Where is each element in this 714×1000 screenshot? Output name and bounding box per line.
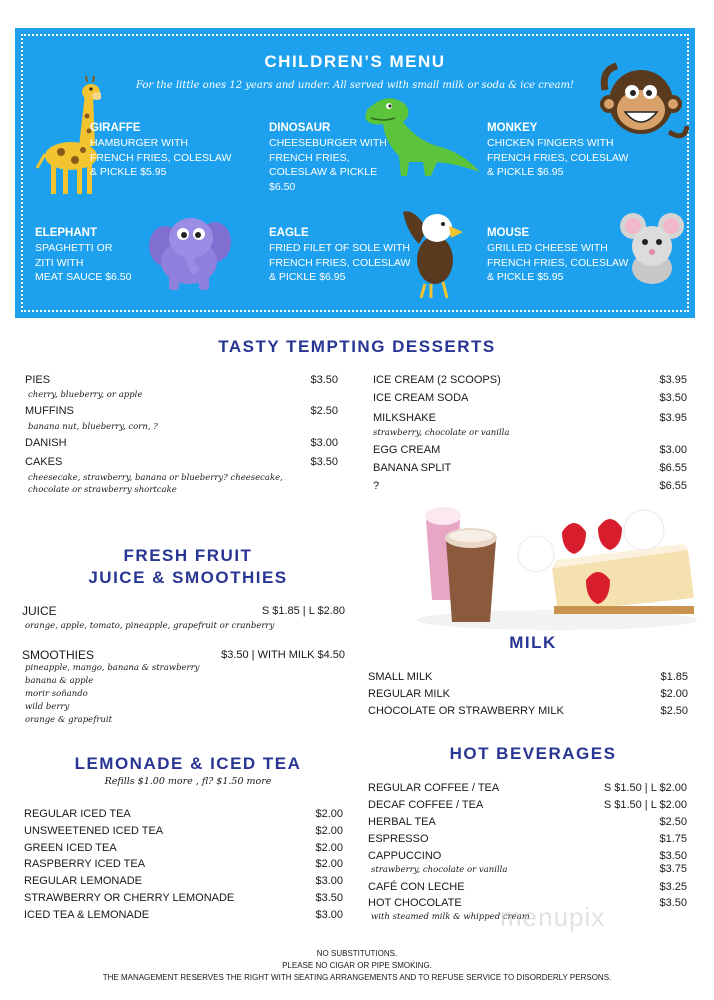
childrens-menu-title: CHILDREN’S MENU <box>264 52 446 71</box>
dessert-unknown-name: ? <box>373 480 380 492</box>
kids-item-name: GIRAFFE <box>90 122 141 134</box>
kids-item-desc: SPAGHETTI OR ZITI WITH MEAT SAUCE $6.50 <box>35 242 132 283</box>
desserts-photo <box>412 500 702 630</box>
juice-title-line2: JUICE & SMOOTHIES <box>88 568 288 587</box>
hot-item-price: $3.50 <box>659 897 687 909</box>
lemonade-item-name: RASPBERRY ICED TEA <box>24 858 146 870</box>
kids-item-desc: GRILLED CHEESE WITH FRENCH FRIES, COLESLAW & PICKLE $5.95 <box>487 242 629 283</box>
hot-item-name: ESPRESSO <box>368 833 429 845</box>
juice-title-line1: FRESH FRUIT <box>123 546 253 565</box>
dessert-cakes-note: cheesecake, strawberry, banana or blueberry? cheesecake, chocolate or strawberry shortcake <box>28 473 283 495</box>
hot-item-name: HERBAL TEA <box>368 816 436 828</box>
lemonade-item-name: ICED TEA & LEMONADE <box>24 909 150 921</box>
kids-item-name: EAGLE <box>269 227 309 239</box>
dessert-eggcream-price: $3.00 <box>659 444 687 456</box>
dessert-milkshake-price: $3.95 <box>659 412 687 424</box>
kids-item-name: MOUSE <box>487 227 530 239</box>
dessert-muffins-note: banana nut, blueberry, corn, ? <box>28 422 158 432</box>
lemonade-item-name: STRAWBERRY OR CHERRY LEMONADE <box>24 892 235 904</box>
lemonade-item-price: $3.50 <box>315 892 343 904</box>
hot-item-name: CAPPUCCINO <box>368 850 442 862</box>
dessert-cakes-name: CAKES <box>25 456 63 468</box>
footer-line-1: NO SUBSTITUTIONS. <box>316 949 398 958</box>
hot-item-price: S $1.50 | L $2.00 <box>603 799 687 811</box>
lemonade-item-price: $2.00 <box>315 808 343 820</box>
lemonade-item-price: $3.00 <box>315 875 343 887</box>
dessert-soda-price: $3.50 <box>659 392 687 404</box>
dessert-icecream-name: ICE CREAM (2 SCOOPS) <box>373 374 501 386</box>
hot-item-price: $3.25 <box>659 881 687 893</box>
smoothies-price: $3.50 | WITH MILK $4.50 <box>221 649 345 661</box>
kids-item-desc: HAMBURGER WITH FRENCH FRIES, COLESLAW & PICKLE $5.95 <box>90 137 232 178</box>
dessert-bananasplit-name: BANANA SPLIT <box>373 462 452 474</box>
cappuccino-note-price: $3.75 <box>659 863 687 875</box>
smoothies-name: SMOOTHIES <box>22 648 95 662</box>
dessert-muffins-price: $2.50 <box>310 405 338 417</box>
dessert-eggcream-name: EGG CREAM <box>373 444 441 456</box>
kids-item-elephant <box>35 225 131 285</box>
hot-item-name: CAFÉ CON LECHE <box>368 881 465 893</box>
kids-item-mouse <box>487 225 628 285</box>
hot-item-name: DECAF COFFEE / TEA <box>368 799 484 811</box>
hot-item-price: $3.50 <box>659 850 687 862</box>
juice-name: JUICE <box>22 604 57 618</box>
milk-item-name: SMALL MILK <box>368 671 433 683</box>
dessert-danish-name: DANISH <box>25 437 67 449</box>
milk-item-price: $1.85 <box>660 671 688 683</box>
lemonade-item-price: $3.00 <box>315 909 343 921</box>
lemonade-item-name: REGULAR LEMONADE <box>24 875 142 887</box>
lemonade-item-price: $2.00 <box>315 858 343 870</box>
dessert-danish-price: $3.00 <box>310 437 338 449</box>
dessert-unknown-price: $6.55 <box>659 480 687 492</box>
hot-item-name: REGULAR COFFEE / TEA <box>368 782 500 794</box>
childrens-menu-subtitle: For the little ones 12 years and under. All served with small milk or soda & ice cream! <box>136 80 574 91</box>
kids-item-dinosaur <box>269 120 387 194</box>
milk-item-name: REGULAR MILK <box>368 688 450 700</box>
juice-note: orange, apple, tomato, pineapple, grapefruit or cranberry <box>25 621 275 631</box>
dessert-icecream-price: $3.95 <box>659 374 687 386</box>
childrens-menu-panel <box>15 28 695 318</box>
hot-item-price: $2.50 <box>659 816 687 828</box>
hot-item-price: $1.75 <box>659 833 687 845</box>
footer-line-3: THE MANAGEMENT RESERVES THE RIGHT WITH SEATING ARRANGEMENTS AND TO REFUSE SERVICE TO DISORDERLY PERSONS. <box>102 973 612 982</box>
kids-item-name: DINOSAUR <box>269 122 331 134</box>
lemonade-item-name: UNSWEETENED ICED TEA <box>24 825 164 837</box>
lemonade-refills: Refills $1.00 more , fl? $1.50 more <box>104 776 272 787</box>
milk-item-price: $2.00 <box>660 688 688 700</box>
elephant-icon <box>147 208 233 292</box>
juice-price: S $1.85 | L $2.80 <box>261 605 345 617</box>
smoothies-notes: pineapple, mango, banana & strawberry banana & apple morir soñando wild berry orange & grapefruit <box>25 663 200 725</box>
kids-item-name: ELEPHANT <box>35 227 97 239</box>
kids-item-desc: CHICKEN FINGERS WITH FRENCH FRIES, COLESLAW & PICKLE $6.95 <box>487 137 629 178</box>
kids-item-eagle <box>269 225 410 285</box>
dessert-muffins-name: MUFFINS <box>25 405 74 417</box>
dessert-pies-price: $3.50 <box>310 374 338 386</box>
lemonade-item-price: $2.00 <box>315 842 343 854</box>
milk-item-name: CHOCOLATE OR STRAWBERRY MILK <box>368 705 564 717</box>
hot-beverages-title: HOT BEVERAGES <box>449 744 617 763</box>
dessert-bananasplit-price: $6.55 <box>659 462 687 474</box>
dessert-cakes-price: $3.50 <box>310 456 338 468</box>
kids-item-desc: CHEESEBURGER WITH FRENCH FRIES, COLESLAW & PICKLE $6.50 <box>269 137 387 193</box>
kids-item-desc: FRIED FILET OF SOLE WITH FRENCH FRIES, COLESLAW & PICKLE $6.95 <box>269 242 411 283</box>
mouse-icon <box>619 210 685 286</box>
dessert-milkshake-name: MILKSHAKE <box>373 412 436 424</box>
milk-title: MILK <box>509 633 557 652</box>
dessert-milkshake-note: strawberry, chocolate or vanilla <box>373 428 510 438</box>
hot-chocolate-note: with steamed milk & whipped cream <box>371 912 530 922</box>
cappuccino-note: strawberry, chocolate or vanilla <box>371 865 508 875</box>
desserts-title: TASTY TEMPTING DESSERTS <box>218 337 496 356</box>
footer-line-2: PLEASE NO CIGAR OR PIPE SMOKING. <box>282 961 432 970</box>
dessert-soda-name: ICE CREAM SODA <box>373 392 469 404</box>
dessert-pies-name: PIES <box>25 374 51 386</box>
milk-item-price: $2.50 <box>660 705 688 717</box>
lemonade-title: LEMONADE & ICED TEA <box>74 754 302 773</box>
menupix-watermark: menupix <box>500 902 606 932</box>
kids-item-name: MONKEY <box>487 122 538 134</box>
kids-item-giraffe <box>90 120 231 180</box>
lemonade-item-name: REGULAR ICED TEA <box>24 808 131 820</box>
hot-item-price: S $1.50 | L $2.00 <box>603 782 687 794</box>
lemonade-item-price: $2.00 <box>315 825 343 837</box>
kids-item-monkey <box>487 120 628 180</box>
hot-item-name: HOT CHOCOLATE <box>368 897 462 909</box>
dessert-pies-note: cherry, blueberry, or apple <box>28 390 143 400</box>
lemonade-item-name: GREEN ICED TEA <box>24 842 117 854</box>
